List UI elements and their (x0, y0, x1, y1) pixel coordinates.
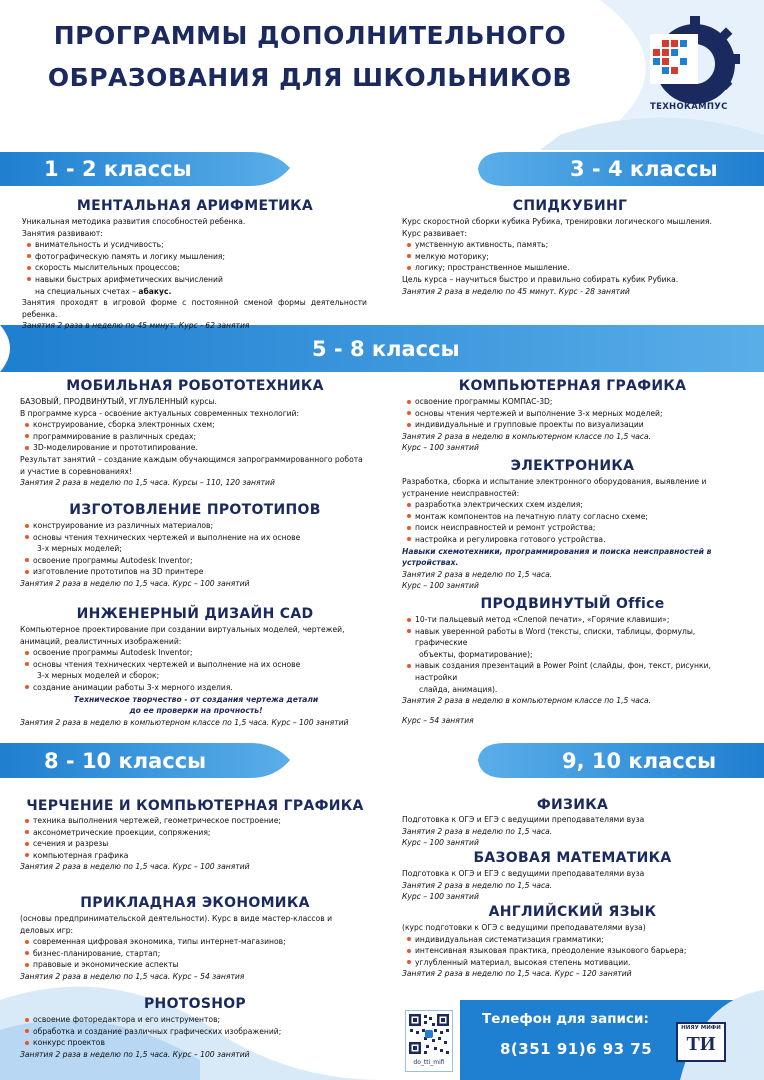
section-body-math (402, 868, 742, 903)
qr-code-icon (406, 1011, 452, 1057)
section-body-drafting (20, 815, 370, 873)
page-title-line-1: ПРОГРАММЫ ДОПОЛНИТЕЛЬНОГО (53, 21, 567, 50)
section-title-cad: ИНЖЕНЕРНЫЙ ДИЗАЙН CAD (76, 606, 314, 622)
section-body-economics (20, 913, 365, 983)
text-line: Цель курса – научиться быстро и правильно собирать кубик Рубика. (402, 274, 679, 284)
section-title-drafting: ЧЕРЧЕНИЕ И КОМПЬЮТЕРНАЯ ГРАФИКА (26, 798, 364, 814)
list-item: конструирование из различных материалов; (20, 520, 370, 532)
section-body-cad (20, 624, 372, 728)
band-grades-3-4: 3 - 4 классы (570, 157, 718, 181)
text-line: Курс скоростной сборки кубика Рубика, тренировки логического мышления. (402, 217, 712, 226)
text-line: Занятия проходят в игровой форме с постоянной сменой формы деятельности ребенка. (22, 298, 367, 319)
section-body-photoshop (20, 1014, 370, 1060)
band-grades-5-8: 5 - 8 классы (312, 336, 460, 361)
list-continuation: 3-х мерных моделей и сборок; (37, 671, 160, 681)
technocampus-logo (640, 14, 755, 124)
course-note: Занятия 2 раза в неделю в компьютерном классе по 1,5 часа. Курс – 100 занятий (20, 717, 349, 727)
text-line: В программе курса - освоение актуальных современных технологий: (20, 408, 300, 418)
course-note: Занятия 2 раза в неделю по 1,5 часа. Курс – 100 занятий (20, 578, 250, 588)
list-item: компьютерная графика (20, 850, 370, 862)
list-item: основы чтения технических чертежей и выполнение на их основе (20, 659, 372, 671)
text-line: (основы предпринимательской деятельности). Курс в виде мастер-классов и деловых игр: (20, 914, 333, 935)
list-item: создание анимации работы 3-х мерного изделия. (20, 682, 372, 694)
list-continuation: на специальных счетах – (35, 286, 136, 296)
emphasis-line: Навыки схемотехники, программирования и поиска неисправностей в устройствах. (402, 546, 712, 568)
text-line: Компьютерное проектирование при создании виртуальных моделей, чертежей, анимаций, реалистичных изображений: (20, 625, 345, 646)
list-item: обработка и создание различных графических изображений; (20, 1026, 370, 1038)
section-body-office (402, 614, 742, 726)
list-item: индивидуальная систематизация грамматики; (402, 934, 742, 946)
section-title-english: АНГЛИЙСКИЙ ЯЗЫК (488, 904, 657, 920)
list-item: программирование в различных средах; (20, 431, 370, 443)
list-item: освоение программы Autodesk Inventor; (20, 555, 370, 567)
list-item: умственную активность, память; (402, 239, 742, 251)
text-line: Курс развивает: (402, 228, 467, 238)
band-grades-8-10: 8 - 10 классы (44, 748, 207, 773)
list-item: внимательность и усидчивость; (22, 239, 367, 251)
logo-big-text: ТИ (686, 1033, 716, 1055)
course-note: Занятия 2 раза в неделю по 45 минут. Курс - 62 занятия (22, 321, 250, 331)
section-title-photoshop: PHOTOSHOP (144, 996, 246, 1012)
section-title-office: ПРОДВИНУТЫЙ Office (480, 596, 665, 612)
list-continuation: объекты, форматирование); (419, 649, 533, 659)
course-note: Занятия 2 раза в неделю по 1,5 часа. Курс – 100 занятий (20, 862, 250, 872)
course-note: Занятия 2 раза в неделю по 1,5 часа. (402, 826, 553, 836)
section-title-electronics: ЭЛЕКТРОНИКА (510, 458, 635, 474)
ti-mifi-logo (676, 1022, 726, 1062)
course-note: Занятия 2 раза в неделю в компьютерном классе по 1,5 часа. (402, 431, 652, 441)
list-item: аксонометрические проекции, сопряжения; (20, 827, 370, 839)
list-item: основы чтения технических чертежей и выполнение на их основе (20, 532, 370, 544)
list-item: бизнес-планирование, стартап; (20, 948, 365, 960)
course-note: Курс – 100 занятий (402, 443, 479, 453)
section-title-graphics: КОМПЬЮТЕРНАЯ ГРАФИКА (458, 378, 687, 394)
phone-number[interactable]: 8(351 91)6 93 75 (500, 1040, 653, 1058)
section-title-prototypes: ИЗГОТОВЛЕНИЕ ПРОТОТИПОВ (69, 502, 321, 518)
section-body-mental (22, 216, 367, 332)
band-grades-1-2: 1 - 2 классы (44, 157, 192, 181)
page-title-line-2: ОБРАЗОВАНИЯ ДЛЯ ШКОЛЬНИКОВ (47, 63, 573, 92)
list-item: освоение фоторедактора и его инструментов; (20, 1014, 370, 1026)
band-grades-9-10: 9, 10 классы (562, 748, 717, 773)
section-title-speedcube: СПИДКУБИНГ (512, 198, 628, 214)
logo-small-text: НИЯУ МИФИ (681, 1025, 721, 1031)
list-item: фотографическую память и логику мышления; (22, 251, 367, 263)
list-item: углубленный материал, высокая степень мотивации. (402, 957, 742, 969)
section-body-english (402, 922, 742, 980)
list-item: 3D-моделирование и прототипирование. (20, 442, 370, 454)
section-body-electronics (402, 476, 742, 592)
text-line: Уникальная методика развития способностей ребенка. (22, 217, 246, 226)
text-line: (курс подготовки к ОГЭ с ведущими преподавателями вуза) (402, 923, 646, 932)
section-title-physics: ФИЗИКА (536, 797, 609, 813)
section-title-math: БАЗОВАЯ МАТЕМАТИКА (473, 850, 672, 866)
course-note: Занятия 2 раза в неделю по 1,5 часа. Курс – 54 занятия (20, 971, 245, 981)
list-item: индивидуальные и групповые проекты по визуализации (402, 419, 742, 431)
list-item: мелкую моторику; (402, 251, 742, 263)
course-note: Занятия 2 раза в неделю по 1,5 часа. Курс – 100 занятий (20, 1049, 250, 1059)
list-item: основы чтения чертежей и выполнение 3-х мерных моделей; (402, 408, 742, 420)
list-item: разработка электрических схем изделия; (402, 499, 742, 511)
list-item: навык уверенной работы в Word (тексты, списки, таблицы, формулы, графические (402, 626, 742, 649)
list-item: современная цифровая экономика, типы интернет-магазинов; (20, 936, 365, 948)
text-line: Подготовка к ОГЭ и ЕГЭ с ведущими преподавателями вуза (402, 869, 645, 878)
course-note: Занятия 2 раза в неделю в компьютерном классе по 1,5 часа. (402, 696, 652, 706)
list-item: поиск неисправностей и ремонт устройства; (402, 522, 742, 534)
list-item: интенсивная языковая практика, преодоление языкового барьера; (402, 945, 742, 957)
list-item: логику; пространственное мышление. (402, 262, 742, 274)
course-note: Курс – 54 занятия (402, 715, 474, 725)
list-item: правовые и экономические аспекты (20, 959, 365, 971)
section-body-speedcube (402, 216, 742, 297)
section-title-robotics: МОБИЛЬНАЯ РОБОТОТЕХНИКА (66, 378, 324, 394)
course-note: Занятия 2 раза в неделю по 1,5 часа. Курс – 120 занятий (402, 969, 632, 979)
list-item: конкурс проектов (20, 1037, 370, 1049)
logo-caption: ТЕХНОКАМПУС (650, 102, 728, 112)
list-item: сечения и разрезы (20, 838, 370, 850)
list-item: монтаж компонентов на печатную плату согласно схеме; (402, 511, 742, 523)
list-continuation: слайда, анимация). (419, 684, 498, 694)
emphasis-line: до ее проверки на прочность! (129, 706, 263, 716)
list-item: освоение программы Autodesk Inventor; (20, 647, 372, 659)
course-note: Занятия 2 раза в неделю по 1,5 часа. Курсы – 110, 120 занятий (20, 478, 275, 488)
bold-term: абакус. (138, 286, 172, 296)
list-item: освоение программы КОМПАС-3D; (402, 396, 742, 408)
phone-label: Телефон для записи: (482, 1011, 649, 1027)
qr-code[interactable] (405, 1010, 453, 1072)
text-line: Результат занятий – создание каждым обучающимся запрограммированного робота и участие в соревнованиях! (20, 454, 363, 476)
list-item: навык создания презентаций в Power Point (слайды, фон, текст, рисунки, настройки (402, 660, 742, 683)
text-line: БАЗОВЫЙ, ПРОДВИНУТЫЙ, УГЛУБЛЕННЫЙ курсы. (20, 397, 217, 406)
course-note: Занятия 2 раза в неделю по 1,5 часа. (402, 880, 553, 890)
qr-caption: do_tti_mifi (413, 1059, 445, 1066)
list-item: настройка и регулировка готового устройства. (402, 534, 742, 546)
section-body-robotics (20, 396, 370, 489)
emphasis-line: Техническое творчество - от создания чертежа детали (73, 694, 319, 704)
list-item: 10-ти пальцевый метод «Слепой печати», «Горячие клавиши»; (402, 614, 742, 626)
list-item: изготовление прототипов на 3D принтере (20, 566, 370, 578)
course-note: Занятия 2 раза в неделю по 45 минут. Курс - 28 занятий (402, 286, 630, 296)
course-note: Курс – 100 занятий (402, 838, 479, 848)
section-body-graphics (402, 396, 742, 454)
section-body-prototypes (20, 520, 370, 590)
text-line: Занятия развивают: (22, 228, 103, 238)
course-note: Занятия 2 раза в неделю по 1,5 часа. (402, 569, 553, 579)
course-note: Курс – 100 занятий (402, 892, 479, 902)
list-continuation: 3-х мерных моделей; (37, 544, 122, 554)
section-body-physics (402, 814, 742, 849)
text-line: Подготовка к ОГЭ и ЕГЭ с ведущими преподавателями вуза (402, 815, 645, 824)
list-item: конструирование, сборка электронных схем; (20, 419, 370, 431)
gear-icon (640, 14, 755, 109)
list-item: техника выполнения чертежей, геометрическое построение; (20, 815, 370, 827)
list-item: навыки быстрых арифметических вычислений (22, 274, 367, 286)
text-line (22, 286, 367, 298)
list-item: скорость мыслительных процессов; (22, 262, 367, 274)
text-line: Разработка, сборка и испытание электронного оборудования, выявление и устранение неисправностей: (402, 477, 707, 498)
section-title-mental: МЕНТАЛЬНАЯ АРИФМЕТИКА (76, 198, 314, 214)
course-note: Курс – 100 занятий (402, 581, 479, 591)
section-title-economics: ПРИКЛАДНАЯ ЭКОНОМИКА (80, 895, 310, 911)
